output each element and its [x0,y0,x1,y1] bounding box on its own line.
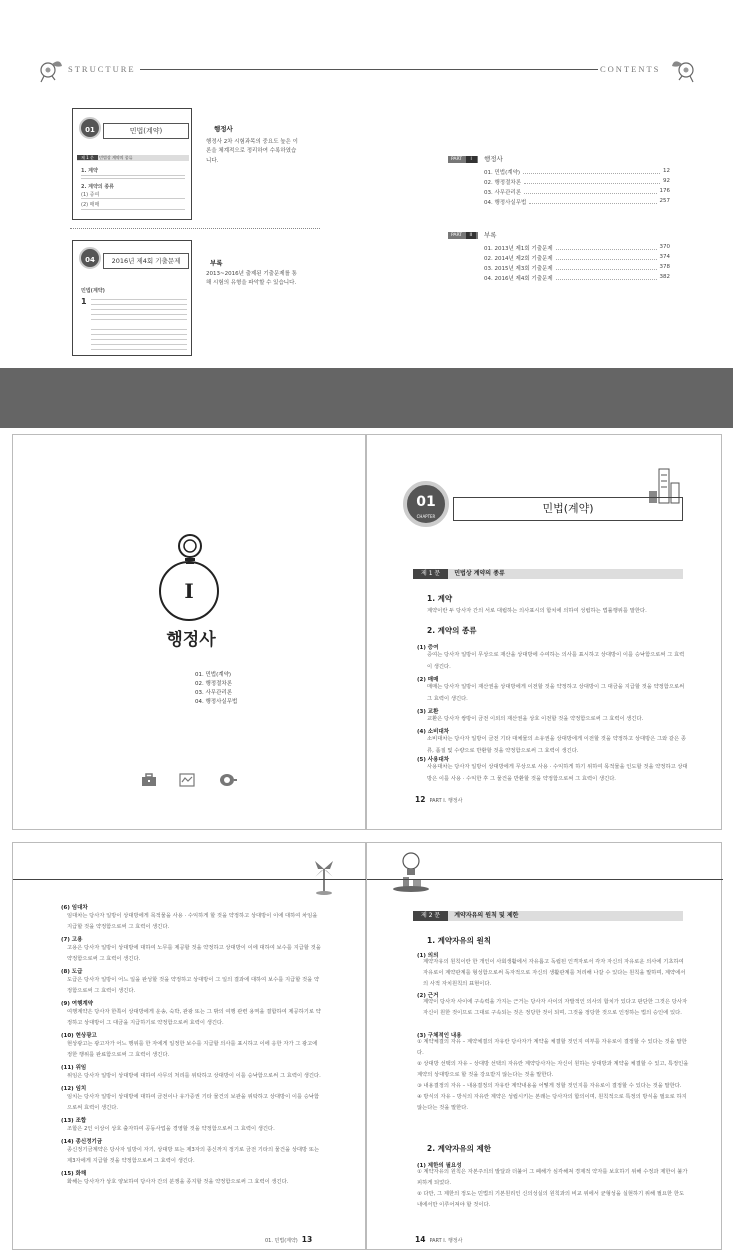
chapter-page-12 [366,434,722,830]
contents-label: CONTENTS [600,64,661,74]
part-page-contents: 01. 민법(계약) 02. 행정절차론 03. 사무관리론 04. 행정사실무법 [195,672,238,705]
section-number: 제 2 문 [413,911,448,921]
sub-heading: (10) 현상광고 [61,1033,97,1039]
list-item: ② 다만, 그 제한의 정도는 민법의 기본원리인 신의성실의 원칙과의 비교 위에서 균형성을 실현하기 위해 필요한 한도 내에서만 이루어져야 할 것이다. [417,1191,685,1208]
sub-heading: (11) 위임 [61,1065,87,1071]
windmill-icon [309,855,339,895]
sub-heading: (2) 매매 [81,202,100,208]
paragraph: 화해는 당사자가 상호 양보하여 당사자 간의 분쟁을 종지할 것을 약정함으로써 그 효력이 생긴다. [67,1179,289,1185]
paragraph: 계약이 당사자 사이에 구속력을 가지는 근거는 당사자 사이의 자발적인 의사의 합치가 있다고 판단한 그것은 당사자 자신이 원한 것이므로 그대로 구속되는 것은 정당한 것이 되며, 그것을 정당한 것으로 인정하는 법의 승인에 있다. [423,999,688,1016]
heading: 1. 계약자유의 원칙 [427,936,492,945]
paragraph: 매매는 당사자 일방이 재산권을 상대방에게 이전할 것을 약정하고 상대방이 그 대금을 지급할 것을 약정함으로써 그 효력이 생긴다. [427,684,685,702]
chapter-title: 2016년 제4회 기출문제 [103,253,189,269]
question-label: 민법(계약) [81,288,105,294]
section-title: 계약자유의 원칙 및 제한 [454,912,519,919]
chapter-title: 민법(계약) [103,123,189,139]
toc-item[interactable]: 01. 민법(계약) 12 [484,168,670,176]
part-numeral: I [159,561,219,621]
list-item: ④ 방식의 자유 – 방식의 자유란 계약은 성립시키는 본래는 당사자의 합의이며, 원칙적으로 특정의 방식을 필요로 하지 않는다는 것을 말한다. [417,1094,687,1111]
paragraph: 교환은 당사자 쌍방이 금전 이외의 재산권을 상호 이전할 것을 약정함으로써 그 효력이 생긴다. [427,716,644,722]
chapter-title: 민법(계약) [453,497,683,521]
paragraph: 계약자유의 원칙이란 한 개인이 사회생활에서 자유롭고 독립된 인격자로서 각자 자신의 자유로운 의사에 기초하여 자유로이 계약관계를 형성함으로써 독자적으로 자신의 생활관계를 처리해 나갈 수 있다는 원칙을 말하며, 계약에서의 사적 자치원칙의 표현이다. [423,959,686,987]
sub-heading: (9) 여행계약 [61,1001,94,1007]
eye-icon [219,773,237,787]
content-list [417,1037,689,1114]
chapter-badge: 04 [79,247,101,269]
sub-heading: (8) 도급 [61,969,83,975]
caption-text: 2013~2016년 출제된 기출문제를 통해 시험의 유형을 파악할 수 있습니다. [206,271,297,287]
exam-thumbnail [72,240,192,356]
sub-heading: (3) 구체적인 내용 [417,1033,462,1039]
page-number: 12 PART I. 행정사 [415,795,463,804]
list-item: ③ 내용결정의 자유 – 내용결정의 자유란 계약내용을 어떻게 정할 것인지를 자유로이 결정할 수 있다는 것을 말한다. [417,1083,682,1089]
paragraph: 여행계약은 당사자 한쪽이 상대방에게 운송, 숙박, 관광 또는 그 밖의 여행 관련 용역을 결합하여 제공하기로 약정하고 상대방이 그 대금을 지급하기로 약정함으로써 효력이 생긴다. [67,1009,321,1026]
toc-item[interactable]: 03. 2015년 제3회 기출문제 378 [484,264,670,272]
content-page-13 [12,842,366,1250]
sub-heading: (1) 제한의 필요성 [417,1163,462,1169]
paragraph: 소비대차는 당사자 일방이 금전 기타 대체물의 소유권을 상대방에게 이전할 것을 약정하고 상대방은 그와 같은 종류, 품질 및 수량으로 반환할 것을 약정함으로써 그 효력이 생긴다. [427,736,686,754]
sub-heading: (7) 고용 [61,937,83,943]
chapter-thumbnail [72,108,192,220]
section-title: 민법상 계약의 종류 [454,570,505,577]
part-page-title: 행정사 [166,630,216,650]
caption-text: 행정사 2차 시험과목의 중요도 높은 이론을 체계적으로 정리하여 수록하였습니다. [206,139,298,164]
toc-item[interactable]: 02. 2014년 제2회 기출문제 374 [484,254,670,262]
sub-heading: (2) 매매 [417,677,439,683]
paragraph: 현상광고는 광고자가 어느 행위를 한 자에게 일정한 보수를 지급할 의사를 표시하고 이에 응한 자가 그 광고에 정한 행위를 완료함으로써 그 효력이 생긴다. [67,1041,318,1058]
paragraph: 임치는 당사자 일방이 상대방에 대하여 금전이나 유가증권 기타 물건의 보관을 위탁하고 상대방이 이를 승낙함으로써 효력이 생긴다. [67,1094,320,1111]
item-heading: 1. 계약 [81,168,98,174]
sub-heading: (4) 소비대차 [417,729,450,735]
part-tag: PART I [448,156,478,163]
sub-heading: (12) 임치 [61,1086,87,1092]
monitor-chart-icon [179,773,195,787]
chapter-badge: 01 CHAPTER [403,481,449,527]
content-page-14 [366,842,722,1250]
sub-heading: (1) 증여 [417,645,439,651]
sub-heading: (6) 임대차 [61,905,88,911]
toc-item[interactable]: 04. 행정사실무법 257 [484,198,670,206]
section-title: 민법상 계약의 종류 [99,155,133,160]
paragraph: 종신정기금계약은 당사자 일방이 자기, 상대방 또는 제3자의 종신까지 정기로 금전 기타의 물건을 상대방 또는 제3자에게 지급할 것을 약정함으로써 그 효력이 생긴다. [67,1147,320,1164]
heading: 1. 계약 [427,594,453,603]
caption-title: 행정사 [214,125,233,133]
heading: 2. 계약자유의 제한 [427,1144,492,1153]
section-bar [413,569,683,579]
paragraph: 사용대차는 당사자 일방이 상대방에게 무상으로 사용 · 수익하게 하기 위하여 목적물을 인도할 것을 약정하고 상대방은 이를 사용 · 수익한 후 그 물건을 반환할 것을 약정함으로써 그 효력이 생긴다. [427,764,688,782]
chapter-badge: 01 [79,117,101,139]
part-title-page [12,434,366,830]
toc-part-1 [448,154,670,214]
section-bar [413,911,683,921]
page-number: 14 PART I. 행정사 [415,1235,463,1244]
page-number: 01. 민법(계약) 13 [265,1235,313,1244]
briefcase-icon [141,773,157,787]
paragraph: 위임은 당사자 일방이 상대방에 대하여 사무의 처리를 위탁하고 상대방이 이를 승낙함으로써 그 효력이 생긴다. [67,1073,321,1079]
lightbulb-town-icon [389,849,433,895]
structure-label: STRUCTURE [68,64,136,74]
list-item: ① 계약체결의 자유 – 계약체결의 자유란 당사자가 계약을 체결할 것인지 여부를 자유로이 결정할 수 있다는 것을 말한다. [417,1039,687,1056]
sub-heading: (5) 사용대차 [417,757,450,763]
caption-title: 부록 [210,259,223,267]
list-item: ② 상대방 선택의 자유 – 상대방 선택의 자유란 계약당사자는 자신이 원하는 상대방과 계약을 체결할 수 있고, 특정인을 계약의 상대방으로 할 것을 강요받지 않는다는 것을 말한다. [417,1061,689,1078]
sub-heading: (15) 화해 [61,1171,87,1177]
paragraph: 계약이란 두 당사자 간의 서로 대립하는 의사표시의 합치에 의하여 성립하는 법률행위를 말한다. [427,608,647,614]
contract-list [61,903,323,1190]
part-tag: PART II [448,232,478,239]
section-number: 제 1 문 [77,155,98,160]
section-number: 제 1 문 [413,569,448,579]
sub-heading: (2) 근거 [417,993,439,999]
toc-item[interactable]: 03. 사무관리론 176 [484,188,670,196]
paragraph: 고용은 당사자 일방이 상대방에 대하여 노무를 제공할 것을 약정하고 상대방이 이에 대하여 보수를 지급할 것을 약정함으로써 그 효력이 생긴다. [67,945,321,962]
paragraph: 도급은 당사자 일방이 어느 일을 완성할 것을 약정하고 상대방이 그 일의 결과에 대하여 보수를 지급할 것을 약정함으로써 그 효력이 생긴다. [67,977,320,994]
paragraph: 증여는 당사자 일방이 무상으로 재산을 상대방에 수여하는 의사를 표시하고 상대방이 이를 승낙함으로써 그 효력이 생긴다. [427,652,685,670]
sub-heading: (13) 조합 [61,1118,87,1124]
lightbulb-leaf-icon [670,56,698,84]
part-title: 행정사 [484,155,503,163]
divider-band [0,368,733,428]
item-heading: 2. 계약의 종류 [81,184,115,190]
paragraph: 조합은 2인 이상이 상호 출자하여 공동사업을 경영할 것을 약정함으로써 그 효력이 생긴다. [67,1126,275,1132]
toc-item[interactable]: 01. 2013년 제1회 기출문제 370 [484,244,670,252]
lightbulb-leaf-icon [36,56,64,84]
question-number: 1 [81,297,87,306]
toc-part-2 [448,230,670,290]
sub-heading: (3) 교환 [417,709,439,715]
list-item: ① 계약자유의 원칙은 자본주의의 발달과 더불어 그 폐해가 심각해져 경제적 약자를 보호하기 위해 수정과 제한이 불가피하게 되었다. [417,1169,688,1186]
sub-heading: (1) 증여 [81,192,100,198]
content-list [417,1167,689,1211]
paragraph: 임대차는 당사자 일방이 상대방에게 목적물을 사용 · 수익하게 할 것을 약정하고 상대방이 이에 대하여 차임을 지급할 것을 약정함으로써 그 효력이 생긴다. [67,913,318,930]
heading: 2. 계약의 종류 [427,626,477,635]
part-title: 부록 [484,231,497,239]
toc-item[interactable]: 02. 행정절차론 92 [484,178,670,186]
sub-heading: (1) 의의 [417,953,439,959]
sub-heading: (14) 종신정기금 [61,1139,103,1145]
toc-item[interactable]: 04. 2016년 제4회 기출문제 382 [484,274,670,282]
